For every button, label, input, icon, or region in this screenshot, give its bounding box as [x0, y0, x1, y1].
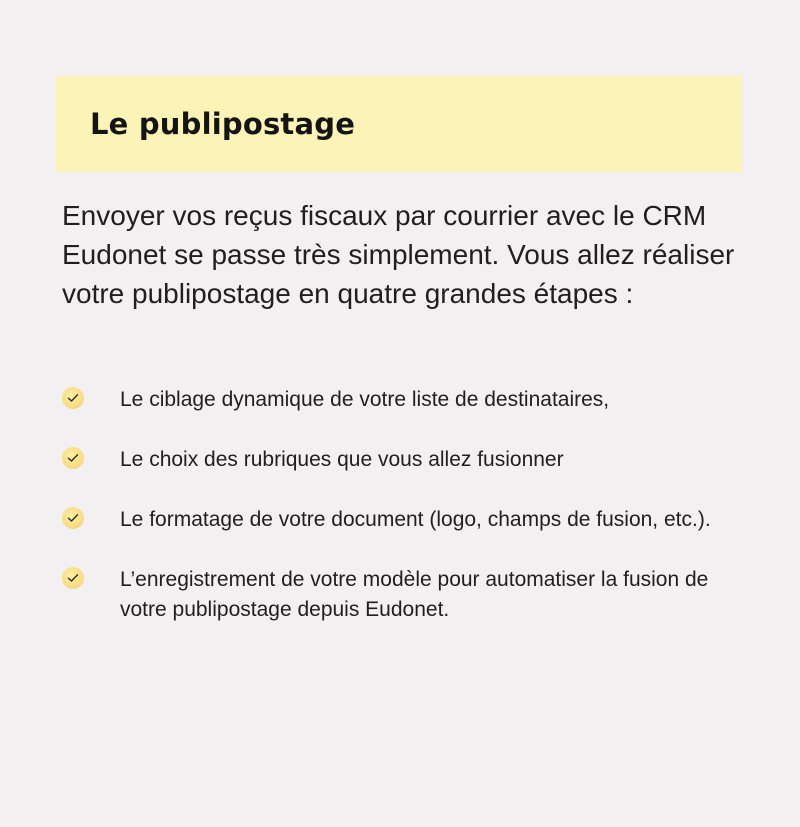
check-icon: [62, 507, 84, 529]
page-title: Le publipostage: [90, 107, 356, 141]
list-item: [62, 565, 742, 625]
intro-paragraph: Envoyer vos reçus fiscaux par courrier avec le CRM Eudonet se passe très simplement. Vous allez réaliser votre publipostage en quatre grandes étapes :: [62, 200, 735, 309]
step-text: L’enregistrement de votre modèle pour automatiser la fusion de votre publipostage depuis Eudonet.: [120, 568, 709, 621]
list-item: [62, 505, 742, 535]
list-item: [62, 445, 742, 475]
steps-list: [62, 385, 742, 625]
list-item: [62, 385, 742, 415]
check-icon: [62, 567, 84, 589]
step-text: Le formatage de votre document (logo, champs de fusion, etc.).: [120, 508, 711, 531]
step-text: Le ciblage dynamique de votre liste de destinataires,: [120, 388, 610, 411]
check-icon: [62, 447, 84, 469]
step-text: Le choix des rubriques que vous allez fusionner: [120, 448, 564, 471]
check-icon: [62, 387, 84, 409]
title-banner: [56, 76, 742, 172]
